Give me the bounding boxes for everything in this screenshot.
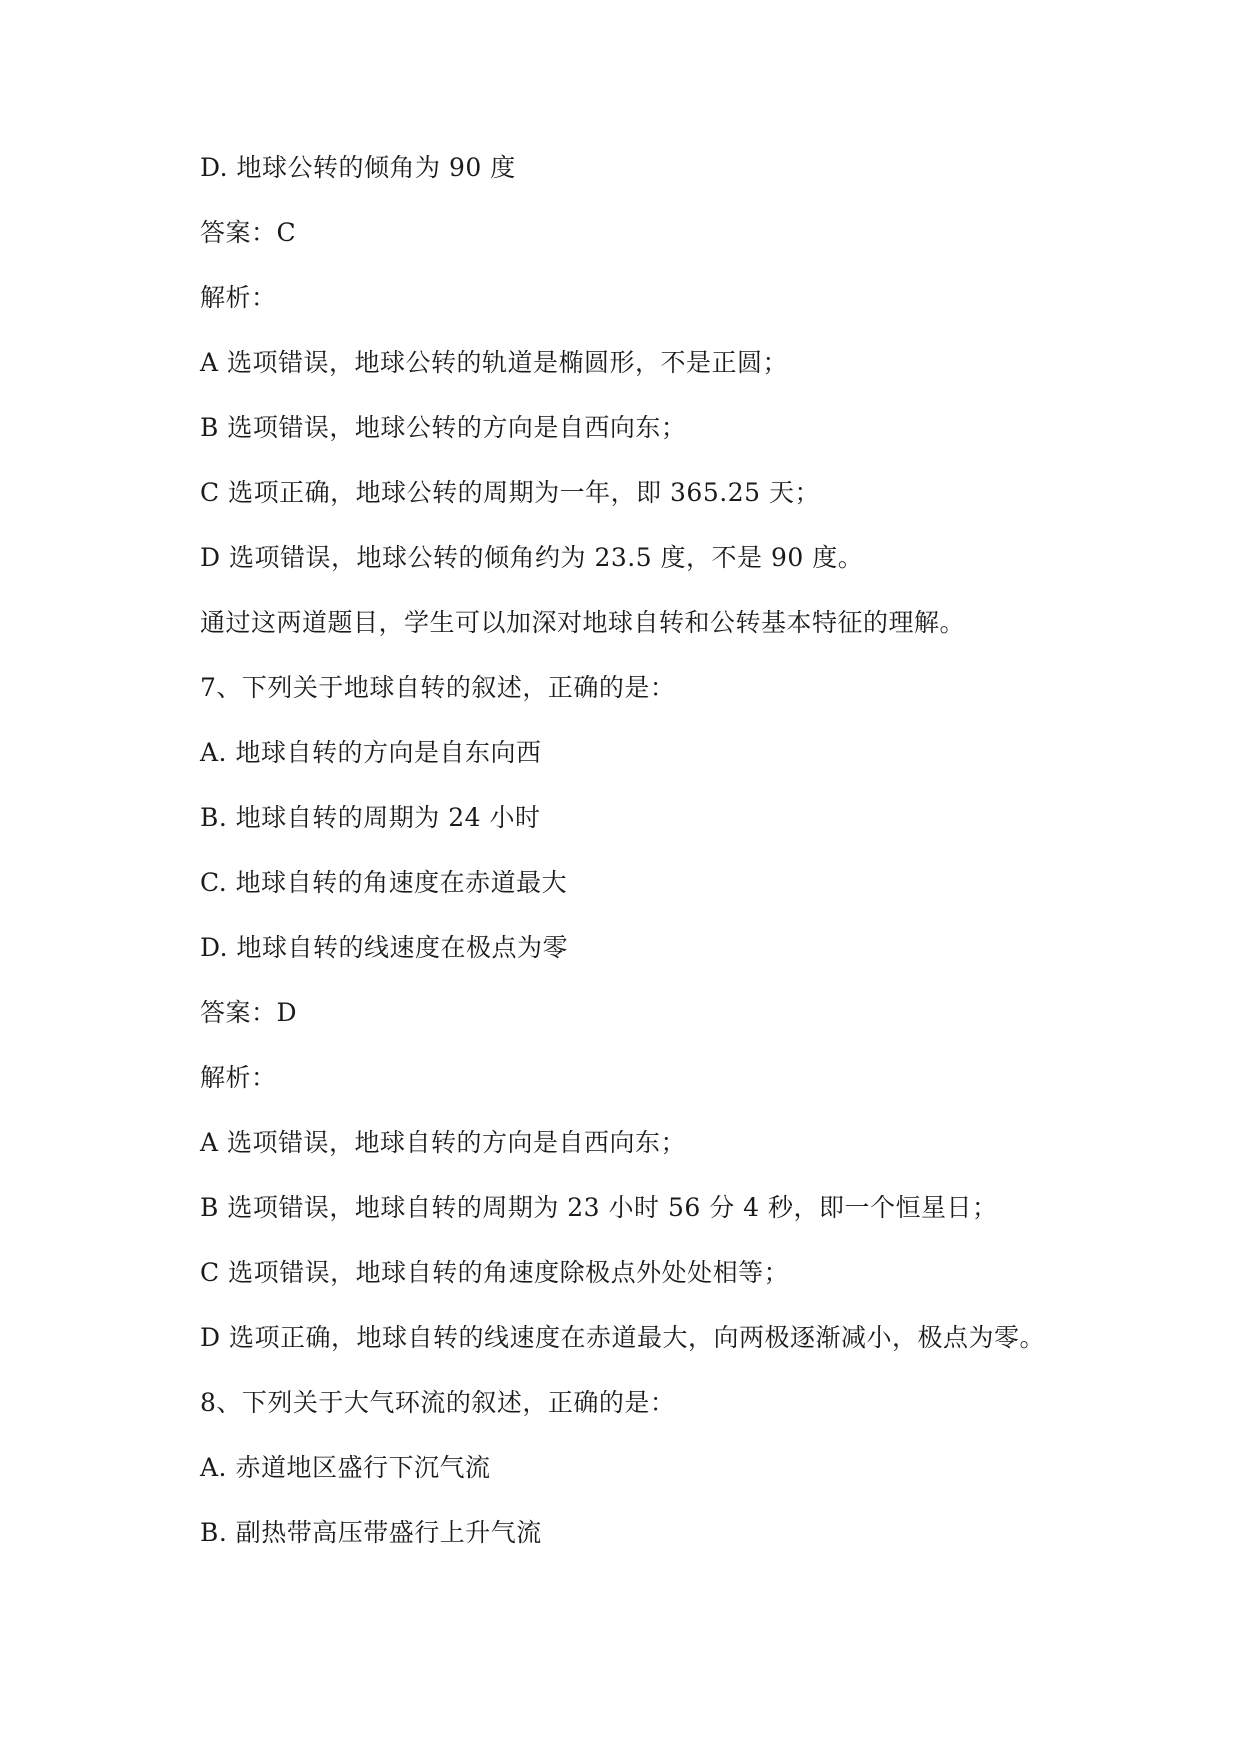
q7-option-b: B. 地球自转的周期为 24 小时 — [200, 803, 541, 832]
q7-analysis-c: C 选项错误，地球自转的角速度除极点外处处相等； — [200, 1258, 790, 1287]
question-8: 8、下列关于大气环流的叙述，正确的是： — [200, 1388, 676, 1417]
document-body — [200, 148, 1060, 1578]
q7-analysis-heading: 解析： — [200, 1063, 277, 1092]
q7-option-a: A. 地球自转的方向是自东向西 — [200, 738, 542, 767]
q7-option-c: C. 地球自转的角速度在赤道最大 — [200, 868, 568, 897]
answer-line: 答案：C — [200, 218, 297, 247]
analysis-a: A 选项错误，地球公转的轨道是椭圆形，不是正圆； — [200, 348, 789, 377]
q7-answer: 答案：D — [200, 998, 298, 1027]
q7-analysis-a: A 选项错误，地球自转的方向是自西向东； — [200, 1128, 687, 1157]
analysis-b: B 选项错误，地球公转的方向是自西向东； — [200, 413, 687, 442]
q7-option-d: D. 地球自转的线速度在极点为零 — [200, 933, 569, 962]
analysis-d: D 选项错误，地球公转的倾角约为 23.5 度，不是 90 度。 — [200, 543, 864, 572]
q8-option-a: A. 赤道地区盛行下沉气流 — [200, 1453, 491, 1482]
question-7: 7、下列关于地球自转的叙述，正确的是： — [200, 673, 676, 702]
q8-option-b: B. 副热带高压带盛行上升气流 — [200, 1518, 542, 1547]
summary-paragraph: 通过这两道题目，学生可以加深对地球自转和公转基本特征的理解。 — [200, 608, 966, 637]
q7-analysis-d: D 选项正确，地球自转的线速度在赤道最大，向两极逐渐减小，极点为零。 — [200, 1323, 1045, 1352]
option-d-previous: D. 地球公转的倾角为 90 度 — [200, 153, 516, 182]
q7-analysis-b: B 选项错误，地球自转的周期为 23 小时 56 分 4 秒，即一个恒星日； — [200, 1193, 998, 1222]
analysis-c: C 选项正确，地球公转的周期为一年，即 365.25 天； — [200, 478, 820, 507]
analysis-heading: 解析： — [200, 283, 277, 312]
